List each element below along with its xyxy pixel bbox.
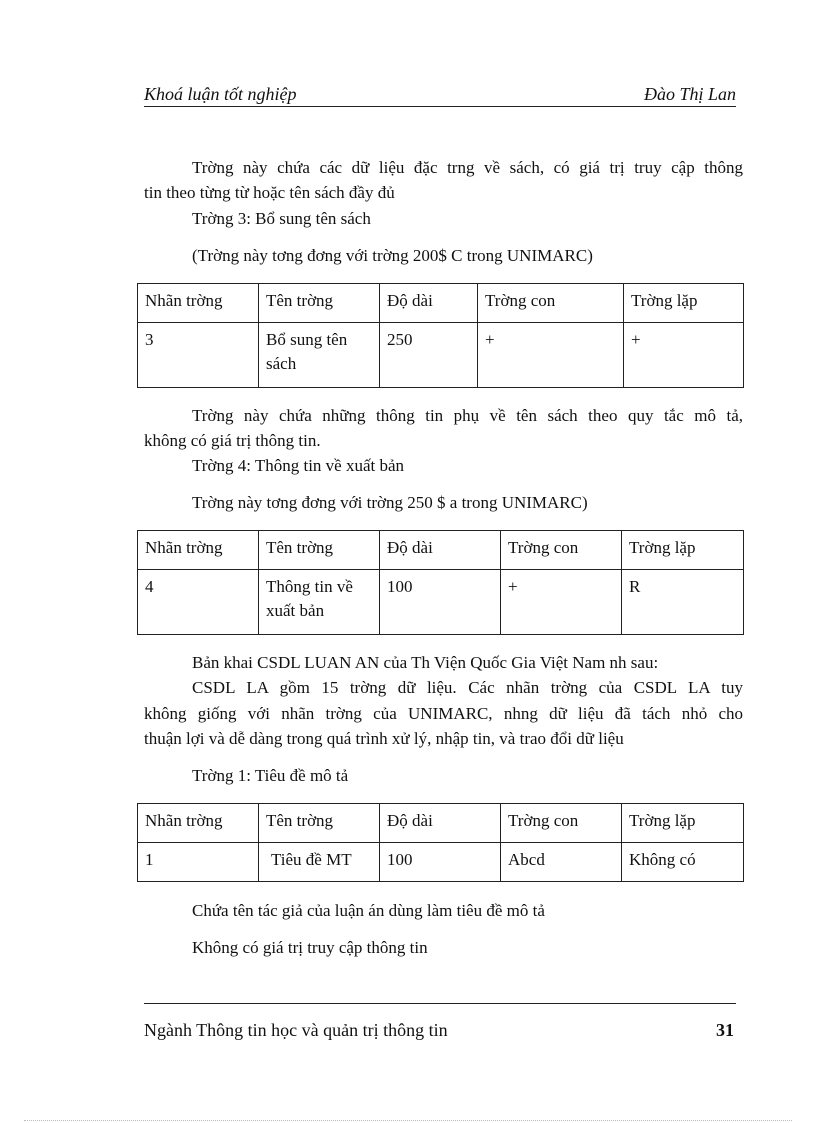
paragraph-line: tin theo từng từ hoặc tên sách đầy đủ [144, 183, 395, 202]
table-cell [259, 323, 380, 388]
table-cell: Abcd [501, 843, 622, 882]
table-cell: + [624, 323, 744, 388]
paragraph-line: Trờng này tơng đơng với trờng 250 $ a trong UNIMARC) [192, 493, 588, 512]
table-cell: Không có [622, 843, 744, 882]
table-cell: 250 [380, 323, 478, 388]
table-header: Tên trờng [259, 804, 380, 843]
section-heading: Trờng 1: Tiêu đề mô tả [192, 766, 349, 785]
table-cell: + [501, 570, 622, 635]
table-cell: + [478, 323, 624, 388]
table-header: Trờng lặp [622, 804, 744, 843]
table-cell: 1 [138, 843, 259, 882]
paragraph-line: Chứa tên tác giả của luận án dùng làm tiêu đề mô tả [192, 901, 545, 920]
paragraph-line: Bản khai CSDL LUAN AN của Th Viện Quốc Gia Việt Nam nh sau: [192, 653, 659, 672]
table-header: Độ dài [380, 284, 478, 323]
table-header: Trờng lặp [624, 284, 744, 323]
footer-text: Ngành Thông tin học và quản trị thông tin [144, 1020, 448, 1040]
cell-line: xuất bản [266, 601, 325, 620]
paragraph-line: CSDL LA gồm 15 trờng dữ liệu. Các nhãn trờng của CSDL LA tuy [192, 678, 743, 697]
table-cell: 100 [380, 843, 501, 882]
header-rule [144, 106, 736, 107]
table-header: Trờng con [501, 804, 622, 843]
paragraph-line: thuận lợi và dễ dàng trong quá trình xử lý, nhập tin, và trao đổi dữ liệu [144, 729, 624, 748]
page-number: 31 [716, 1020, 734, 1040]
table-header: Độ dài [380, 804, 501, 843]
table-cell: 3 [138, 323, 259, 388]
field-table-1 [137, 803, 744, 882]
paragraph-line: Không có giá trị truy cập thông tin [192, 938, 428, 957]
table-header: Tên trờng [259, 284, 380, 323]
paragraph-line: không có giá trị thông tin. [144, 431, 321, 450]
table-cell: 4 [138, 570, 259, 635]
page-edge-divider [24, 1120, 792, 1121]
table-header: Nhãn trờng [138, 284, 259, 323]
cell-line: sách [266, 354, 297, 373]
paragraph-line: không giống với nhãn trờng của UNIMARC, nhng dữ liệu đã tách nhỏ cho [144, 704, 743, 723]
section-heading: Trờng 3: Bổ sung tên sách [192, 209, 371, 228]
table-header: Trờng con [501, 531, 622, 570]
table-header: Tên trờng [259, 531, 380, 570]
table-cell: R [622, 570, 744, 635]
table-cell: 100 [380, 570, 501, 635]
header-title: Khoá luận tốt nghiệp [144, 84, 297, 104]
paragraph-line: (Trờng này tơng đơng với trờng 200$ C trong UNIMARC) [192, 246, 593, 265]
table-header: Trờng con [478, 284, 624, 323]
table-header: Nhãn trờng [138, 804, 259, 843]
table-header: Nhãn trờng [138, 531, 259, 570]
cell-line: Thông tin về [266, 577, 353, 596]
footer-rule [144, 1003, 736, 1004]
table-cell: Tiêu đề MT [259, 843, 380, 882]
header-author: Đào Thị Lan [643, 84, 736, 104]
field-table-4 [137, 530, 744, 635]
section-heading: Trờng 4: Thông tin về xuất bản [192, 456, 405, 475]
table-header: Độ dài [380, 531, 501, 570]
table-header: Trờng lặp [622, 531, 744, 570]
table-cell [259, 570, 380, 635]
paragraph-line: Trờng này chứa những thông tin phụ về tên sách theo quy tắc mô tả, [192, 406, 743, 425]
cell-line: Bổ sung tên [266, 330, 348, 349]
paragraph-line: Trờng này chứa các dữ liệu đặc trng về sách, có giá trị truy cập thông [192, 158, 743, 177]
field-table-3 [137, 283, 744, 388]
